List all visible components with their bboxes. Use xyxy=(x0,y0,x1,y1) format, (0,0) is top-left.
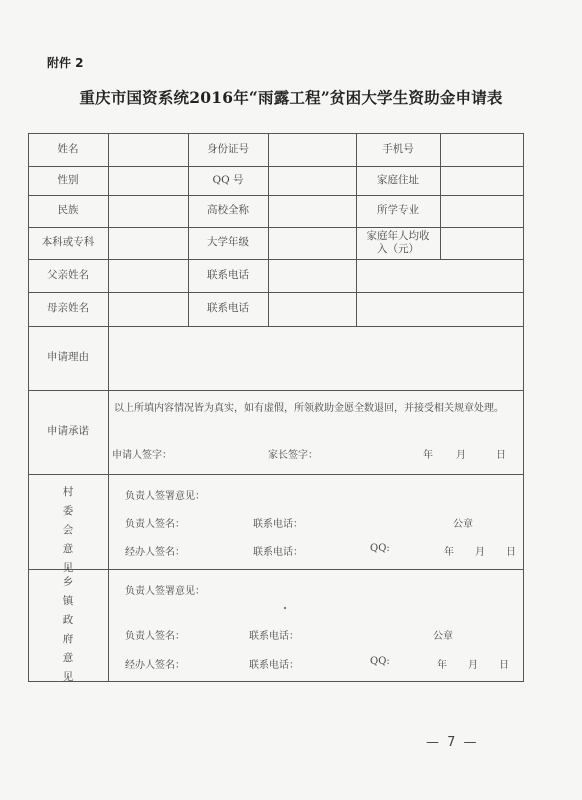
address-field[interactable] xyxy=(441,166,523,195)
mother-name-field[interactable] xyxy=(109,292,188,326)
qq-field[interactable] xyxy=(269,166,356,195)
town-day-label: 日 xyxy=(499,660,509,671)
reason-field[interactable] xyxy=(109,326,523,390)
village-qq-label: QQ: xyxy=(370,543,390,554)
town-handler-phone-label: 联系电话： xyxy=(249,660,299,671)
school-field[interactable] xyxy=(269,195,356,227)
major-label: 所学专业 xyxy=(377,204,419,217)
village-leader-sign-label: 负责人签名： xyxy=(125,519,185,530)
reason-label: 申请理由 xyxy=(47,351,89,364)
phone-label: 手机号 xyxy=(382,142,414,155)
degree-level-field[interactable] xyxy=(109,227,188,259)
degree-level-label: 本科或专科 xyxy=(41,236,95,249)
village-month-label: 月 xyxy=(475,547,485,558)
ethnicity-field[interactable] xyxy=(109,195,188,227)
town-qq-label: QQ: xyxy=(370,656,390,667)
attachment-label: 附件 2 xyxy=(47,56,84,70)
village-year-label: 年 xyxy=(444,547,454,558)
pledge-month-label: 月 xyxy=(456,450,466,461)
village-opinion-label: 负责人签署意见： xyxy=(125,491,205,502)
ethnicity-label: 民族 xyxy=(57,204,79,217)
income-field[interactable] xyxy=(441,227,523,259)
pledge-label: 申请承诺 xyxy=(47,425,89,438)
qq-label: QQ 号 xyxy=(212,173,244,186)
father-phone-label: 联系电话 xyxy=(207,268,249,281)
father-name-field[interactable] xyxy=(109,259,188,292)
father-phone-field[interactable] xyxy=(269,259,356,292)
grade-field[interactable] xyxy=(269,227,356,259)
pledge-day-label: 日 xyxy=(496,450,506,461)
village-seal-label: 公章 xyxy=(453,519,473,530)
village-handler-phone-label: 联系电话： xyxy=(253,547,303,558)
pledge-year-label: 年 xyxy=(423,450,433,461)
town-phone-label: 联系电话： xyxy=(249,631,299,642)
town-government-label: 乡 镇 政 府 意 见 xyxy=(62,576,74,683)
town-month-label: 月 xyxy=(468,660,478,671)
ink-speck xyxy=(284,607,286,609)
name-field[interactable] xyxy=(109,133,188,166)
form-title: 重庆市国资系统2016年“雨露工程”贫困大学生资助金申请表 xyxy=(79,88,503,107)
phone-field[interactable] xyxy=(441,133,523,166)
income-label: 家庭年人均收入（元） xyxy=(366,229,430,255)
town-leader-sign-label: 负责人签名： xyxy=(125,631,185,642)
name-label: 姓名 xyxy=(57,142,79,155)
village-committee-label: 村 委 会 意 见 xyxy=(62,486,74,574)
mother-name-label: 母亲姓名 xyxy=(47,302,89,315)
mother-phone-field[interactable] xyxy=(269,292,356,326)
town-opinion-label: 负责人签署意见： xyxy=(125,586,205,597)
applicant-sign-label: 申请人签字： xyxy=(112,450,172,461)
parent-sign-label: 家长签字： xyxy=(268,450,318,461)
pledge-text: 以上所填内容情况皆为真实，如有虚假，所领救助金愿全数退回，并接受相关规章处理。 xyxy=(114,403,504,414)
village-handler-sign-label: 经办人签名： xyxy=(125,547,185,558)
address-label: 家庭住址 xyxy=(377,173,419,186)
mother-phone-label: 联系电话 xyxy=(207,302,249,315)
town-year-label: 年 xyxy=(437,660,447,671)
page-number: — 7 — xyxy=(426,735,479,750)
application-form-table xyxy=(28,133,524,682)
gender-field[interactable] xyxy=(109,166,188,195)
village-day-label: 日 xyxy=(506,547,516,558)
town-handler-sign-label: 经办人签名： xyxy=(125,660,185,671)
village-phone-label: 联系电话： xyxy=(253,519,303,530)
grade-label: 大学年级 xyxy=(207,236,249,249)
gender-label: 性别 xyxy=(57,173,79,186)
father-name-label: 父亲姓名 xyxy=(47,268,89,281)
major-field[interactable] xyxy=(441,195,523,227)
id-number-label: 身份证号 xyxy=(207,142,249,155)
id-number-field[interactable] xyxy=(269,133,356,166)
town-seal-label: 公章 xyxy=(433,631,453,642)
school-label: 高校全称 xyxy=(207,204,249,217)
